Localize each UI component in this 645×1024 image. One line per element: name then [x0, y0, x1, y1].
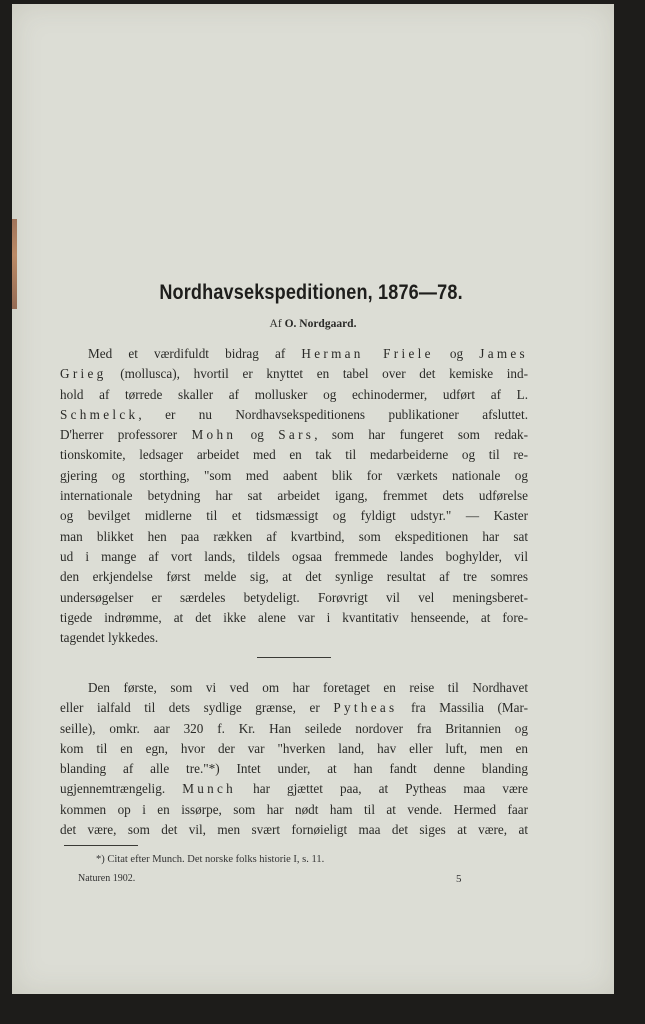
text-line: tagendet lykkedes. — [60, 630, 159, 646]
text-line: tigede indrømme, at det ikke alene var i kvantitativ henseende, at fore- — [60, 609, 528, 625]
section-divider — [257, 657, 331, 658]
byline-prefix: Af — [269, 318, 282, 330]
spaced-name: Mohn — [191, 427, 237, 443]
text-line: Den første, som vi ved om har foretaget en reise til Nordhavet — [88, 680, 528, 695]
text-line: Schmelck, er nu Nordhavsekspeditionens publikationer afsluttet. — [60, 406, 528, 422]
paragraph-pytheas — [60, 678, 528, 840]
text-line: ugjennemtrængelig. Munch har gjættet paa, at Pytheas maa være — [60, 781, 528, 797]
text-line: man blikket hen paa rækken af kvartbind, som ekspeditionen har sat — [60, 528, 528, 544]
spaced-name: Grieg — [60, 366, 107, 382]
text-line: den erkjendelse først melde sig, at det synlige resultat af tre somres — [60, 569, 528, 585]
spaced-name: Herman Friele — [301, 346, 434, 361]
text-line: undersøgelser er særdeles betydeligt. Forøvrigt vil vel meningsberet- — [60, 589, 528, 605]
text-line: og bevilget midlerne til et tidsmæssigt og fyldigt udstyr." — Kaster — [60, 508, 528, 524]
text-line: det være, som det vil, men svært fornøieligt maa det siges at være, at — [60, 822, 528, 838]
footnote-rule — [64, 845, 138, 846]
article-title: Nordhavsekspeditionen, 1876—78. — [159, 281, 463, 304]
text-line: Med et værdifuldt bidrag af Herman Friele og James — [88, 346, 528, 361]
author-name: O. Nordgaard. — [284, 318, 357, 330]
text-line: ud i mange af vort lands, tildels ogsaa fremmede landes boghylder, vil — [60, 548, 528, 564]
document-page — [12, 4, 614, 994]
text-line: hold af tørrede skaller af mollusker og echinodermer, udført af L. — [60, 386, 528, 402]
text-line: Grieg (mollusca), hvortil er knyttet en tabel over det kemiske ind- — [60, 366, 528, 382]
paragraph-intro — [60, 344, 528, 648]
page-number: 5 — [456, 873, 462, 885]
text-line: eller ialfald til dets sydlige grænse, er Pytheas fra Massilia (Mar- — [60, 700, 528, 716]
spaced-name: Munch — [182, 781, 237, 797]
spaced-name: Sars — [278, 427, 315, 443]
text-line: internationale betydning har sat arbeidet igang, fremmet dets udførelse — [60, 488, 528, 504]
article-byline — [12, 318, 614, 330]
text-line: gjering og storthing, "som med aabent blik for værkets nationale og — [60, 467, 528, 483]
text-line: seille), omkr. aar 320 f. Kr. Han seilede nordover fra Britannien og — [60, 720, 528, 736]
text-line: D'herrer professorer Mohn og Sars, som har fungeret som redak- — [60, 427, 529, 443]
paper-stain — [12, 219, 17, 309]
text-line: kommen op i en issørpe, som har nødt ham til at vende. Hermed faar — [60, 801, 528, 817]
spaced-name: James — [479, 346, 528, 361]
journal-footer: Naturen 1902. — [78, 873, 136, 884]
spaced-name: Pytheas — [333, 700, 398, 716]
text-line: blanding af alle tre."*) Intet under, at han fandt denne blanding — [60, 761, 528, 777]
spaced-name: Schmelck — [60, 406, 139, 422]
footnote: *) Citat efter Munch. Det norske folks historie I, s. 11. — [96, 854, 325, 865]
text-line: kom til en egn, hvor der var "hverken land, hav eller luft, men en — [60, 740, 528, 756]
text-line: tionskomite, ledsager arbeidet med en tak til medarbeiderne og til re- — [60, 447, 528, 463]
